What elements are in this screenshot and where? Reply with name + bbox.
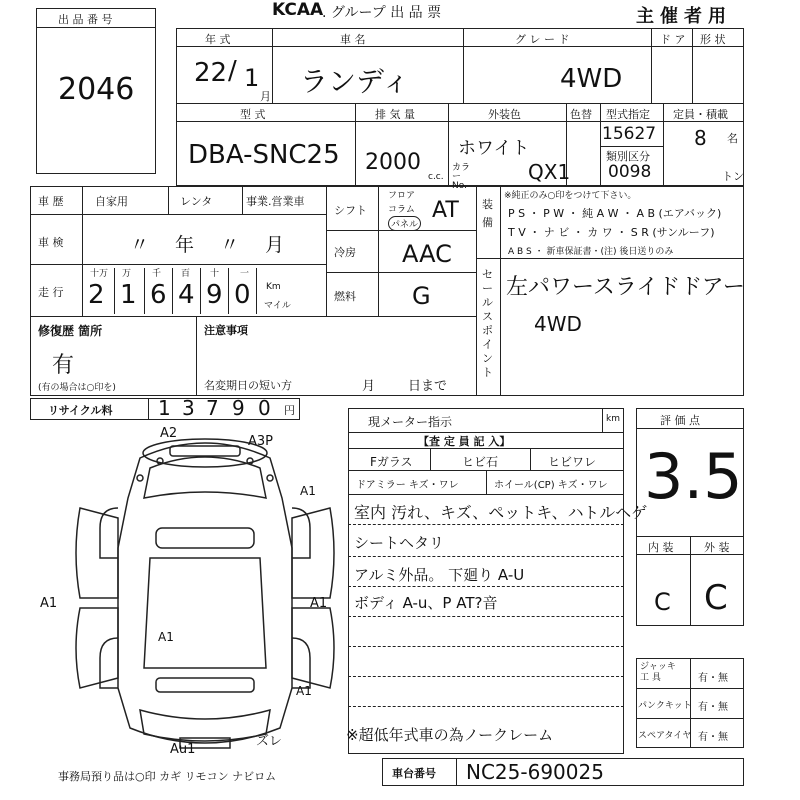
- model-label: 型 式: [240, 108, 266, 121]
- inspector-note-5: ※超低年式車の為ノークレーム: [346, 726, 554, 744]
- category-value: 0098: [608, 162, 652, 182]
- capacity-unit: 名: [727, 132, 738, 145]
- inspection-value: 〃 年 〃 月: [130, 234, 295, 256]
- mark-a1-right-top: A1: [300, 484, 316, 498]
- header-title: . グループ 出 品 票: [322, 5, 442, 21]
- mileage-unit-1: 万: [122, 269, 132, 279]
- grade-label: グ レ ー ド: [515, 33, 570, 46]
- capacity-value: 8: [694, 126, 707, 150]
- inspector-note-3: アルミ外品。 下廻り A-U: [354, 566, 525, 584]
- recycle-digit-0: 1: [158, 396, 171, 420]
- model-value: DBA-SNC25: [188, 140, 340, 170]
- mileage-digit-3: 4: [178, 280, 195, 310]
- mark-a3p: A3P: [248, 434, 274, 449]
- interior-label: 内 装: [648, 541, 674, 554]
- header-logo: KCAA: [272, 0, 324, 20]
- recycle-digit-2: 7: [206, 396, 219, 420]
- mirror-label: ドアミラー キズ・ワレ: [356, 480, 459, 491]
- mileage-digit-1: 1: [120, 280, 137, 310]
- spare-option[interactable]: 有・無: [698, 732, 728, 743]
- deadline-month: 月: [362, 379, 376, 394]
- lot-number: 2046: [58, 72, 135, 107]
- grade-value: 4WD: [560, 64, 623, 94]
- recycle-digit-1: 3: [182, 396, 195, 420]
- color-label: 外装色: [488, 108, 521, 121]
- body-label: 形 状: [700, 33, 726, 46]
- ac-label: 冷房: [334, 246, 356, 259]
- mileage-digit-5: 0: [234, 280, 251, 310]
- car-diagram: [60, 428, 350, 768]
- fuel-value: G: [412, 282, 431, 310]
- mileage-digit-0: 2: [88, 280, 105, 310]
- mileage-digit-4: 9: [206, 280, 223, 310]
- load-unit: トン: [722, 170, 744, 183]
- equip-note: ※純正のみ○印をつけて下さい。: [504, 191, 637, 201]
- history-opt-private[interactable]: 自家用: [95, 195, 128, 208]
- shift-opt-column: コラム: [388, 205, 415, 215]
- lot-label: 出 品 番 号: [58, 13, 113, 26]
- equip-line3: A B S ・ 新車保証書・(注) 後日送りのみ: [508, 247, 674, 257]
- chassis-label: 車台番号: [392, 767, 436, 780]
- color-value: ホワイト: [458, 138, 530, 159]
- model-designation-label: 型式指定: [606, 108, 650, 121]
- cc-label: c.c.: [428, 172, 444, 182]
- repair-value: 有: [52, 353, 75, 378]
- mileage-unit-3: 百: [181, 269, 191, 279]
- mileage-digit-2: 6: [150, 280, 167, 310]
- mark-a1-right-mid: A1: [310, 596, 328, 611]
- shift-value: AT: [432, 198, 459, 223]
- displacement-value: 2000: [365, 150, 421, 175]
- meter-unit: km: [606, 414, 620, 424]
- puncture-label: パンクキット: [638, 701, 692, 711]
- equip-line1: P S ・ P W ・ 純 A W ・ A B (エアバック): [508, 207, 722, 220]
- sales-point-text2: 4WD: [534, 312, 582, 336]
- capacity-label: 定員・積載: [673, 108, 728, 121]
- color-no-label: カラー No.: [452, 163, 471, 191]
- month-value: 1: [244, 64, 260, 92]
- inspector-section-label: 【査 定 員 記 入】: [418, 435, 511, 448]
- inspector-note-1: 室内 汚れ、キズ、ペットキ、ハトルヘゲ: [354, 503, 648, 522]
- model-designation-value: 15627: [602, 124, 657, 144]
- car-name-label: 車 名: [340, 33, 366, 46]
- history-label: 車 歴: [38, 195, 64, 208]
- shift-opt-floor: フロア: [388, 191, 416, 201]
- mileage-unit-5: 一: [240, 269, 250, 279]
- mark-a1-right-low: A1: [296, 684, 312, 698]
- mileage-unit-0: 十万: [90, 269, 109, 279]
- category-label: 類別区分: [606, 150, 650, 163]
- mileage-unit-mile: マイル: [264, 301, 291, 311]
- inspector-note-4: ボディ A-u、P AT?音: [354, 594, 498, 612]
- meter-label: 現メーター指示: [368, 415, 453, 429]
- spare-label: スペアタイヤ: [638, 731, 692, 741]
- equip-label: 装備: [482, 198, 493, 229]
- shift-opt-panel: パネル: [388, 216, 421, 231]
- puncture-option[interactable]: 有・無: [698, 702, 728, 713]
- recycle-label: リサイクル料: [48, 404, 113, 417]
- inspection-label: 車 検: [38, 236, 64, 249]
- year-label: 年 式: [205, 33, 231, 46]
- repair-note: (有の場合は○印を): [38, 383, 116, 393]
- rating-score: 3.5: [644, 440, 743, 513]
- deadline-label: 名変期日の短い方: [204, 379, 292, 392]
- mark-zure: ズレ: [256, 734, 283, 749]
- color-change-label: 色替: [570, 108, 592, 121]
- mileage-unit-4: 十: [210, 269, 220, 279]
- equip-line2: T V ・ ナ ビ ・ カ ワ ・ S R (サンルーフ): [508, 226, 715, 239]
- interior-value: C: [654, 588, 671, 616]
- shift-label: シフト: [334, 204, 367, 217]
- doors-label: ド ア: [660, 33, 686, 46]
- displacement-label: 排 気 量: [375, 108, 415, 121]
- mark-au1: Au1: [170, 742, 196, 757]
- ac-value: AAC: [402, 240, 452, 268]
- sales-point-text: 左パワースライドドアー: [506, 275, 745, 300]
- deadline-day: 日まで: [408, 379, 448, 394]
- year-value: 22: [194, 58, 228, 88]
- month-suffix: 月: [260, 90, 271, 103]
- glass-opt1: ヒビ石: [462, 455, 499, 469]
- mark-a2: A2: [160, 426, 178, 441]
- inspector-note-2: シートヘタリ: [354, 534, 445, 552]
- year-slash: /: [228, 56, 237, 86]
- sales-point-label: セールスポイント: [482, 268, 493, 379]
- footer-left-note: 事務局預り品は○印 カギ リモコン ナビロム: [58, 770, 277, 783]
- notes-label: 注意事項: [204, 324, 248, 337]
- car-name-value: ランディ: [300, 65, 410, 98]
- rating-label: 評 価 点: [660, 414, 700, 427]
- jack-label: ジャッキ 工 具: [640, 662, 676, 683]
- recycle-unit: 円: [284, 404, 295, 417]
- exterior-value: C: [704, 578, 728, 618]
- jack-option[interactable]: 有・無: [698, 673, 728, 684]
- glass-opt2: ヒビワレ: [548, 455, 597, 469]
- fuel-label: 燃料: [334, 290, 356, 303]
- recycle-digit-3: 9: [232, 396, 245, 420]
- mileage-unit-km: Km: [266, 282, 281, 292]
- mark-a1-left: A1: [40, 596, 58, 611]
- glass-label: Fガラス: [370, 455, 413, 469]
- history-opt-rental[interactable]: レンタ: [180, 195, 213, 208]
- repair-label: 修復歴 箇所: [38, 324, 103, 338]
- wheel-label: ホイール(CP) キズ・ワレ: [494, 480, 608, 491]
- mileage-label: 走 行: [38, 286, 64, 299]
- color-no-value: QX1: [528, 160, 571, 184]
- recycle-digit-4: 0: [258, 396, 271, 420]
- chassis-value: NC25-690025: [466, 760, 604, 784]
- mileage-unit-2: 千: [152, 269, 162, 279]
- exterior-label: 外 装: [704, 541, 730, 554]
- history-opt-business[interactable]: 事業.営業車: [246, 195, 305, 208]
- organizer-label: 主催者用: [636, 6, 732, 27]
- mark-a1-center: A1: [158, 630, 174, 644]
